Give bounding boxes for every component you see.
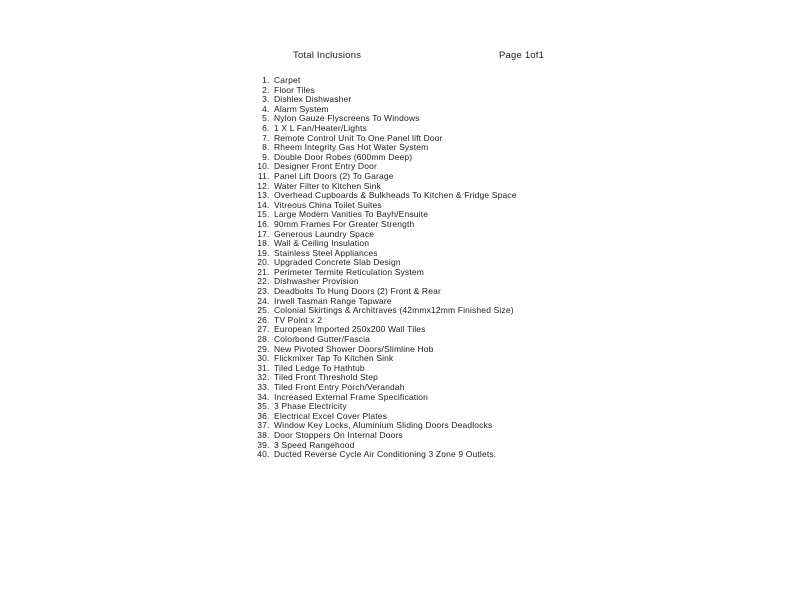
list-item: 17. Generous Laundry Space <box>272 230 720 240</box>
list-item: 32. Tiled Front Threshold Step <box>272 373 720 383</box>
list-item: 11. Panel Lift Doors (2) To Garage <box>272 172 720 182</box>
list-item: 26. TV Point x 2 <box>272 316 720 326</box>
inclusions-list-container <box>250 76 720 460</box>
list-item: 40. Ducted Reverse Cycle Air Conditioning 3 Zone 9 Outlets. <box>272 450 720 460</box>
list-item: 4. Alarm System <box>272 105 720 115</box>
list-item: 10. Designer Front Entry Door <box>272 162 720 172</box>
list-item: 38. Door Stoppers On Internal Doors <box>272 431 720 441</box>
list-item: 36. Electrical Excel Cover Plates <box>272 412 720 422</box>
list-item: 7. Remote Control Unit To One Panel lift Door <box>272 134 720 144</box>
list-item: 13. Overhead Cupboards & Bulkheads To Kitchen & Fridge Space <box>272 191 720 201</box>
list-item: 18. Wall & Ceiling Insulation <box>272 239 720 249</box>
list-item: 2. Floor Tiles <box>272 86 720 96</box>
list-item: 12. Water Filter to Kitchen Sink <box>272 182 720 192</box>
list-item: 25. Colonial Skirtings & Architraves (42mmx12mm Finished Size) <box>272 306 720 316</box>
list-item: 3. Dishlex Dishwasher <box>272 95 720 105</box>
list-item: 30. Flickmixer Tap To Kitchen Sink <box>272 354 720 364</box>
list-item: 20. Upgraded Concrete Slab Design <box>272 258 720 268</box>
list-item: 27. European Imported 250x200 Wall Tiles <box>272 325 720 335</box>
inclusions-list <box>250 76 720 460</box>
list-item: 14. Vitreous China Toilet Suites <box>272 201 720 211</box>
document-header <box>293 50 593 61</box>
list-item: 15. Large Modern Vanities To Bayh/Ensuite <box>272 210 720 220</box>
page-number-label: Page 1of1 <box>499 50 545 61</box>
list-item: 29. New Pivoted Shower Doors/Slimline Hob <box>272 345 720 355</box>
list-item: 19. Stainless Steel Appliances <box>272 249 720 259</box>
list-item: 28. Colorbond Gutter/Fascia <box>272 335 720 345</box>
list-item: 5. Nylon Gauze Flyscreens To Windows <box>272 114 720 124</box>
list-item: 9. Double Door Robes (600mm Deep) <box>272 153 720 163</box>
list-item: 24. Irwell Tasman Range Tapware <box>272 297 720 307</box>
list-item: 21. Perimeter Termite Reticulation System <box>272 268 720 278</box>
list-item: 39. 3 Speed Rangehood <box>272 441 720 451</box>
list-item: 16. 90mm Frames For Greater Strength <box>272 220 720 230</box>
list-item: 37. Window Key Locks, Aluminium Sliding Doors Deadlocks <box>272 421 720 431</box>
list-item: 33. Tiled Front Entry Porch/Verandah <box>272 383 720 393</box>
list-item: 6. 1 X L Fan/Heater/Lights <box>272 124 720 134</box>
list-item: 8. Rheem Integrity Gas Hot Water System <box>272 143 720 153</box>
list-item: 22. Dishwasher Provision <box>272 277 720 287</box>
list-item: 35. 3 Phase Electricity <box>272 402 720 412</box>
page-title: Total Inclusions <box>293 50 362 61</box>
list-item: 34. Increased External Frame Specification <box>272 393 720 403</box>
list-item: 31. Tiled Ledge To Hathtub <box>272 364 720 374</box>
list-item: 23. Deadbolts To Hung Doors (2) Front & Rear <box>272 287 720 297</box>
list-item: 1. Carpet <box>272 76 720 86</box>
